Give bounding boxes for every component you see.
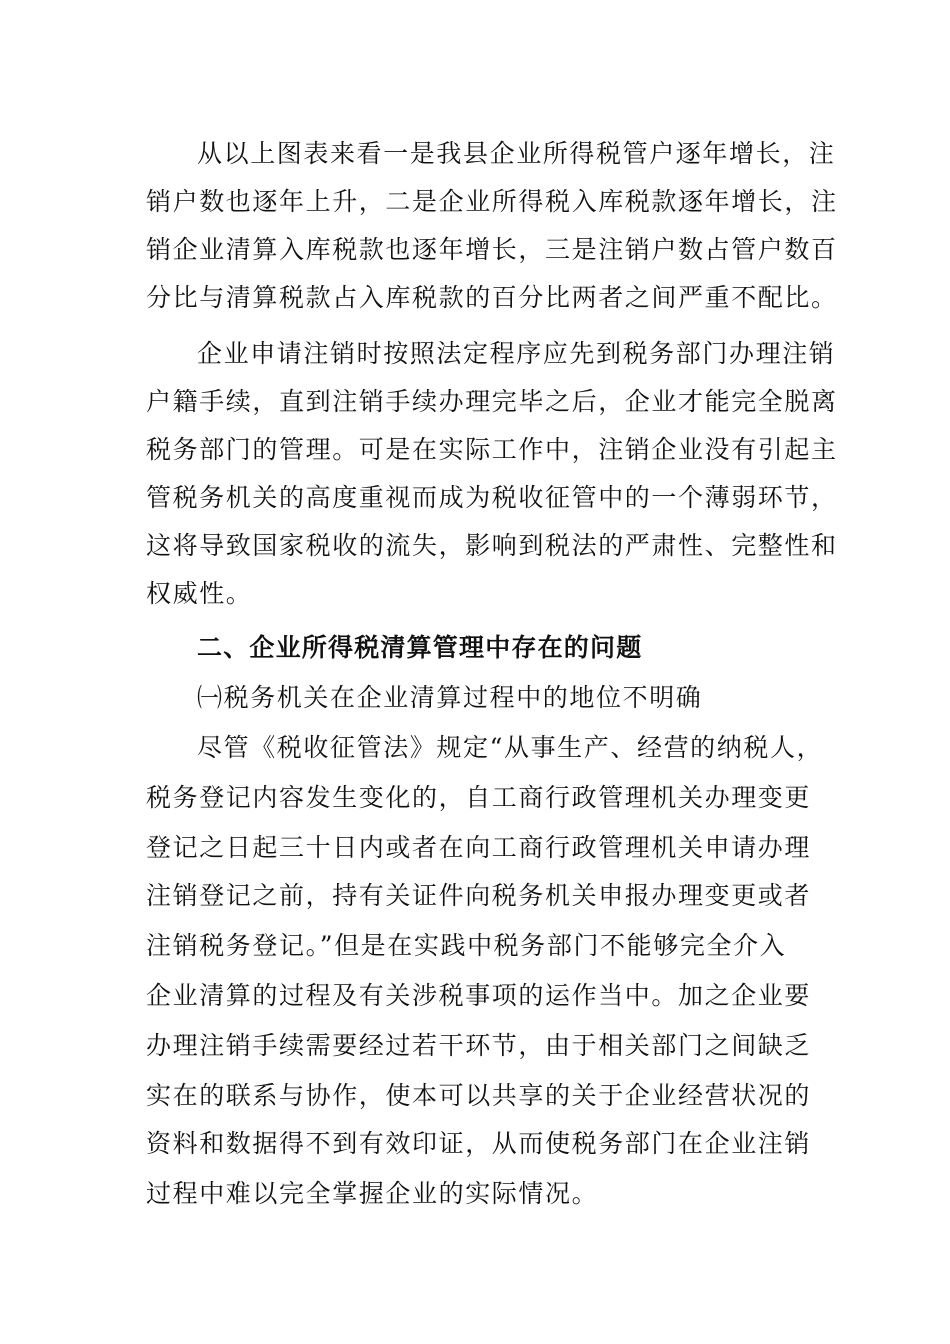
- paragraph-line: 办理注销手续需要经过若干环节，由于相关部门之间缺乏: [146, 1031, 812, 1060]
- paragraph-line: 权威性。: [146, 579, 253, 608]
- paragraph-line: 资料和数据得不到有效印证，从而使税务部门在企业注销: [146, 1129, 812, 1158]
- paragraph-line: 这将导致国家税收的流失，影响到税法的严肃性、完整性和: [146, 531, 838, 560]
- paragraph-line: 注销税务登记。”但是在实践中税务部门不能够完全介入: [146, 931, 787, 960]
- paragraph-line: 过程中难以完全掌握企业的实际情况。: [146, 1179, 599, 1208]
- paragraph-line: 税务部门的管理。可是在实际工作中，注销企业没有引起主: [146, 435, 838, 464]
- section-heading: 二、企业所得税清算管理中存在的问题: [197, 633, 643, 662]
- paragraph-line: 登记之日起三十日内或者在向工商行政管理机关申请办理: [146, 833, 812, 862]
- paragraph-line: 从以上图表来看一是我县企业所得税管户逐年增长，注: [197, 139, 836, 168]
- paragraph-line: 实在的联系与协作，使本可以共享的关于企业经营状况的: [146, 1081, 812, 1110]
- paragraph-line: 尽管《税收征管法》规定“从事生产、经营的纳税人，: [197, 733, 824, 762]
- paragraph-line: 分比与清算税款占入库税款的百分比两者之间严重不配比。: [146, 283, 838, 312]
- paragraph-line: 销户数也逐年上升，二是企业所得税入库税款逐年增长，注: [146, 187, 838, 216]
- paragraph-line: 销企业清算入库税款也逐年增长，三是注销户数占管户数百: [146, 235, 838, 264]
- paragraph-line: 户籍手续，直到注销手续办理完毕之后，企业才能完全脱离: [146, 387, 838, 416]
- paragraph-line: 企业清算的过程及有关涉税事项的运作当中。加之企业要: [146, 981, 812, 1010]
- paragraph-line: 企业申请注销时按照法定程序应先到税务部门办理注销: [197, 339, 836, 368]
- paragraph-line: 管税务机关的高度重视而成为税收征管中的一个薄弱环节，: [146, 483, 838, 512]
- subsection-heading: ㈠税务机关在企业清算过程中的地位不明确: [197, 683, 703, 712]
- paragraph-line: 税务登记内容发生变化的，自工商行政管理机关办理变更: [146, 783, 812, 812]
- paragraph-line: 注销登记之前，持有关证件向税务机关申报办理变更或者: [146, 881, 812, 910]
